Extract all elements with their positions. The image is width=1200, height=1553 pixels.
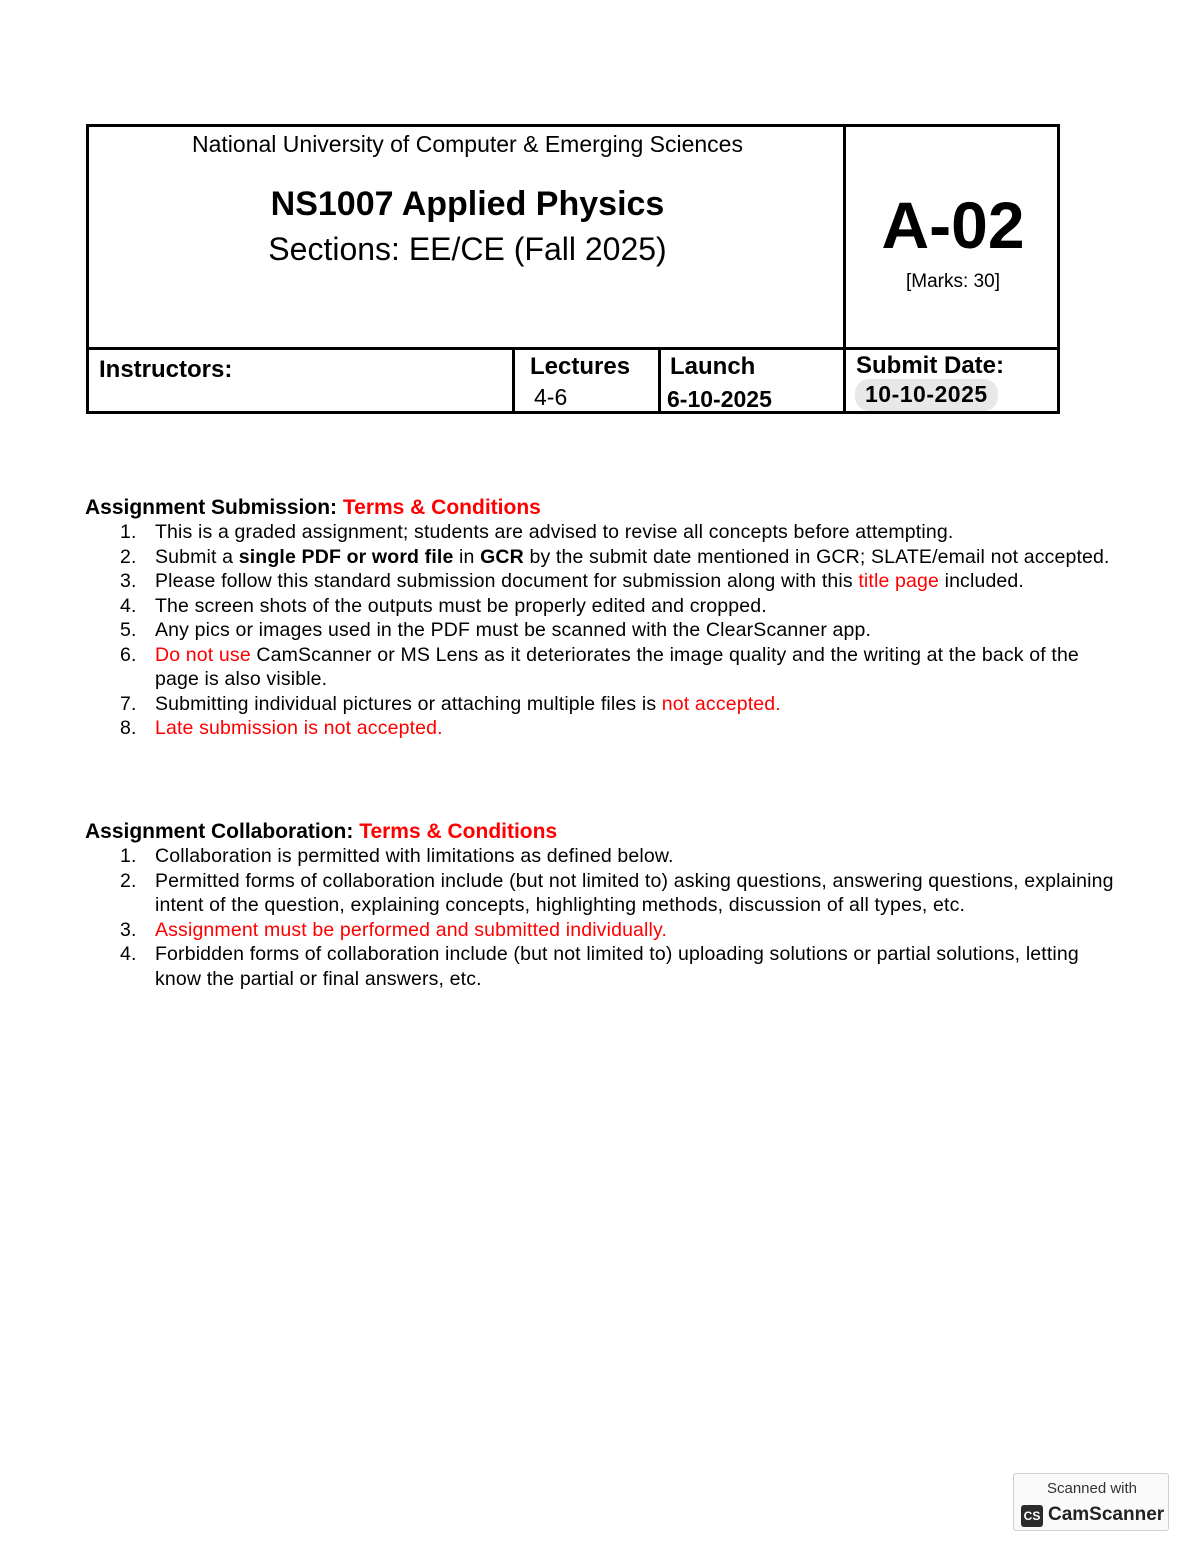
submit-date-label: Submit Date: (856, 352, 1005, 379)
collaboration-terms-heading: Assignment Collaboration: Terms & Conditions (85, 820, 558, 843)
assignment-code: A-02 (881, 188, 1025, 262)
course-title: NS1007 Applied Physics (270, 185, 665, 223)
list-item: 5. Any pics or images used in the PDF must be scanned with the ClearScanner app. (120, 619, 872, 641)
list-item: 4. The screen shots of the outputs must be properly edited and cropped. (120, 594, 767, 617)
watermark-caption: Scanned with (1046, 1480, 1138, 1497)
instructors-label: Instructors: (99, 356, 233, 383)
camscanner-logo-icon: CS (1021, 1505, 1043, 1527)
list-item: 4. Forbidden forms of collaboration include (but not limited to) uploading solutions or partial solutions, letting know the partial or final answers, etc. (120, 943, 1079, 990)
list-item: 3. Assignment must be performed and submitted individually. (120, 918, 668, 941)
list-item: 2. Permitted forms of collaboration include (but not limited to) asking questions, answering questions, explaining intent of the question, explaining concepts, highlighting methods, discussion of all types, etc. (120, 869, 1114, 916)
submission-terms-heading: Assignment Submission: Terms & Conditions (85, 496, 541, 519)
lectures-label: Lectures (530, 353, 631, 380)
list-item: 3. Please follow this standard submission document for submission along with this title page included. (120, 570, 1024, 592)
lectures-value: 4-6 (534, 384, 568, 410)
launch-date: 6-10-2025 (667, 386, 772, 412)
launch-label: Launch (670, 353, 756, 380)
collaboration-terms-section (85, 820, 1115, 991)
table-divider (512, 347, 515, 411)
table-divider (89, 347, 1057, 350)
table-divider (843, 127, 846, 411)
course-sections: Sections: EE/CE (Fall 2025) (268, 231, 667, 267)
list-item: 1. Collaboration is permitted with limitations as defined below. (120, 845, 674, 867)
camscanner-watermark (1013, 1473, 1169, 1531)
assignment-marks: [Marks: 30] (906, 271, 1000, 292)
list-item: 7. Submitting individual pictures or attaching multiple files is not accepted. (120, 692, 781, 715)
assignment-header-table (86, 124, 1060, 414)
table-divider (658, 347, 661, 411)
submission-terms-list (85, 520, 1115, 741)
submission-terms-section (85, 496, 1115, 741)
list-item: 8. Late submission is not accepted. (120, 717, 443, 739)
list-item: 6. Do not use CamScanner or MS Lens as it deteriorates the image quality and the writing at the back of the page is also visible. (120, 643, 1079, 690)
university-name: National University of Computer & Emerging Sciences (192, 131, 743, 157)
list-item: 1. This is a graded assignment; students are advised to revise all concepts before attempting. (120, 521, 954, 543)
list-item: 2. Submit a single PDF or word file in GCR by the submit date mentioned in GCR; SLATE/email not accepted. (120, 545, 1110, 568)
collaboration-terms-list (85, 844, 1115, 991)
submit-date: 10-10-2025 (855, 379, 998, 411)
watermark-brand: CamScanner (1048, 1504, 1165, 1525)
